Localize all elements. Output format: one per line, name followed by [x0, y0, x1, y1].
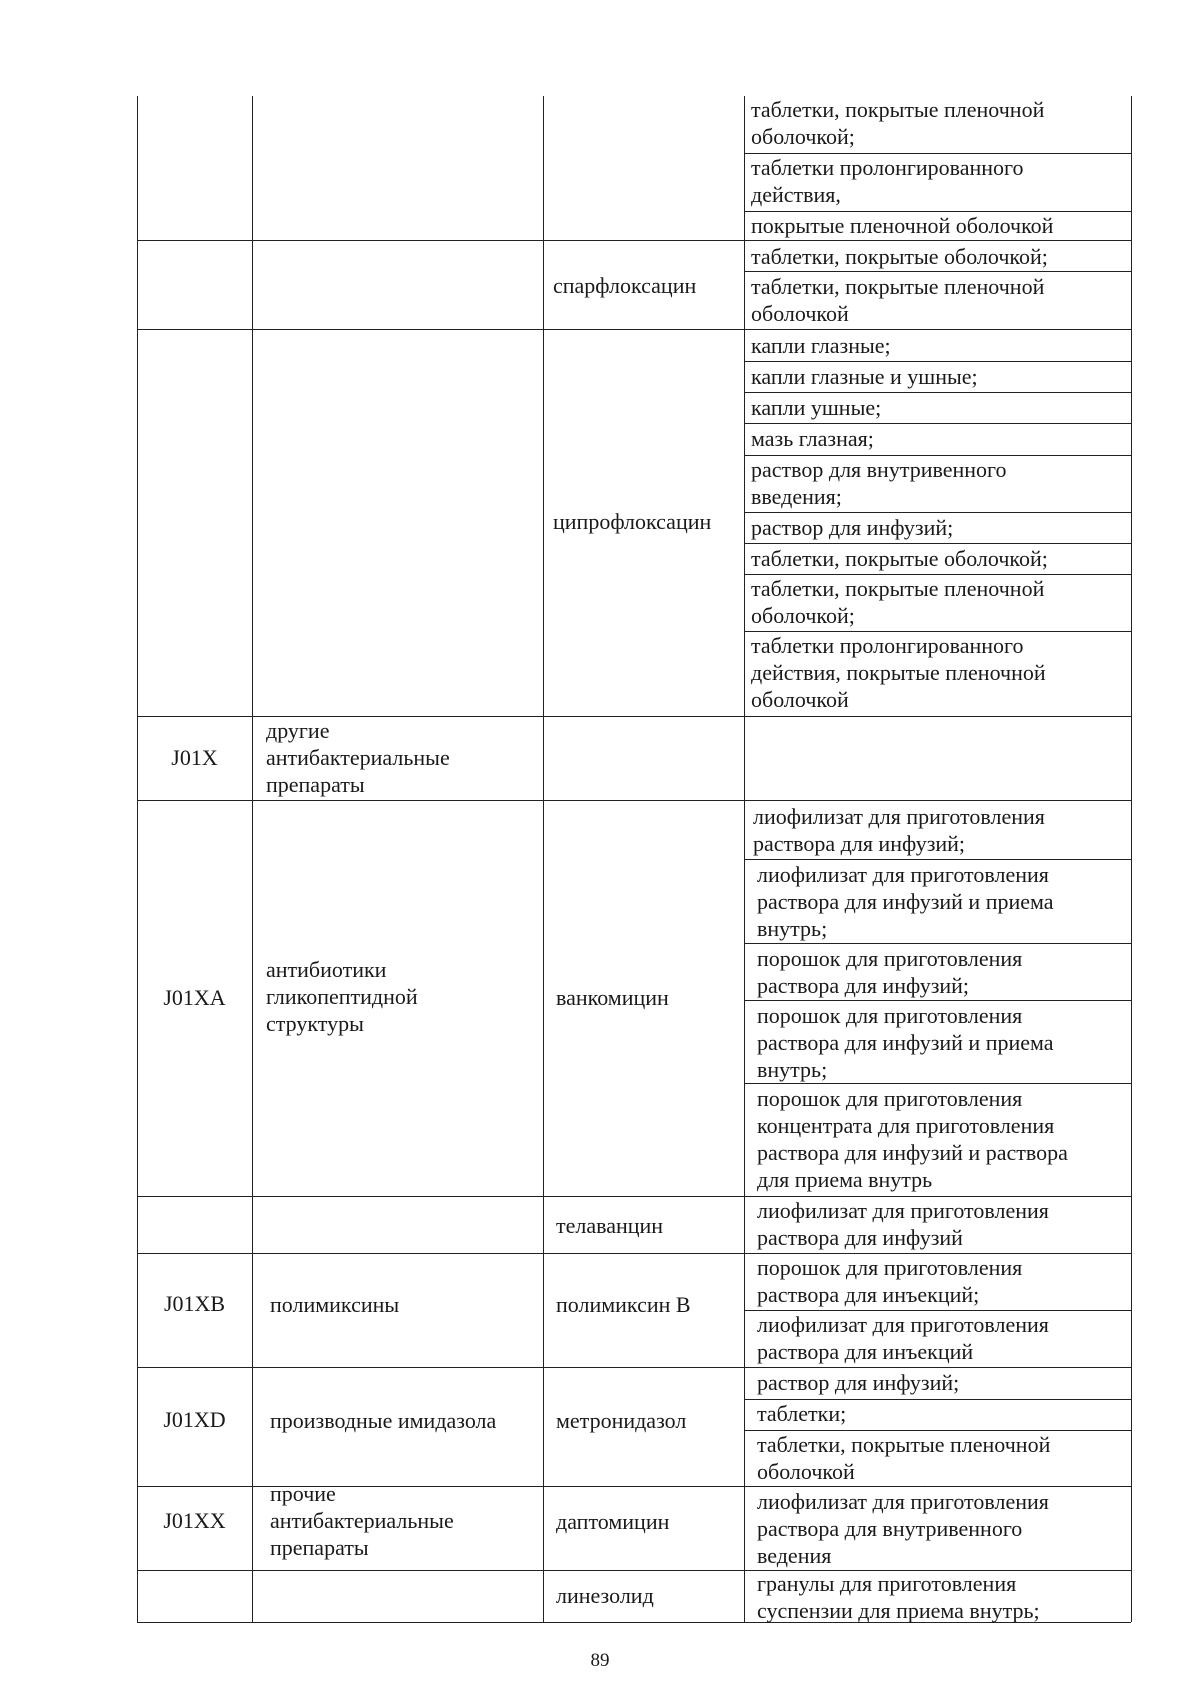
- form-text: капли глазные и ушные;: [751, 364, 978, 389]
- form-text: таблетки, покрытые пленочной оболочкой;: [751, 576, 1045, 628]
- form-border: [744, 859, 1131, 860]
- group-name: антибиотики гликопептидной структуры: [266, 957, 418, 1036]
- form-text: порошок для приготовления раствора для инфузий;: [757, 946, 1023, 998]
- form-text: мазь глазная;: [751, 426, 874, 451]
- group-name: другие антибактериальные препараты: [266, 718, 450, 797]
- column-border: [137, 96, 138, 1622]
- row-border: [137, 1367, 1131, 1368]
- atc-code: J01XX: [163, 1508, 226, 1533]
- form-text: порошок для приготовления раствора для инъекций;: [757, 1255, 1023, 1307]
- page-number: 89: [590, 1650, 610, 1671]
- form-border: [744, 361, 1131, 362]
- atc-code: J01XD: [163, 1407, 226, 1432]
- form-border: [744, 271, 1131, 272]
- column-border: [252, 96, 253, 1622]
- group-name: прочие антибактериальные препараты: [270, 1481, 454, 1560]
- form-border: [744, 543, 1131, 544]
- atc-code: J01X: [171, 745, 218, 770]
- form-border: [744, 943, 1131, 944]
- atc-code: J01XB: [163, 1291, 226, 1316]
- form-text: таблетки, покрытые оболочкой;: [751, 546, 1048, 571]
- column-border: [1131, 96, 1132, 1622]
- atc-code: J01XA: [163, 985, 226, 1010]
- drug-name: полимиксин В: [556, 1292, 691, 1317]
- form-text: таблетки, покрытые пленочной оболочкой: [751, 274, 1045, 326]
- form-text: гранулы для приготовления суспензии для приема внутрь;: [757, 1571, 1040, 1623]
- form-text: порошок для приготовления концентрата для приготовления раствора для инфузий и раствора для приема внутрь: [757, 1086, 1068, 1192]
- drug-name: метронидазол: [556, 1408, 687, 1433]
- form-text: таблетки пролонгированного действия, покрытые пленочной оболочкой: [751, 633, 1046, 712]
- form-border: [744, 1083, 1131, 1084]
- form-text: лиофилизат для приготовления раствора для инфузий и приема внутрь;: [757, 862, 1054, 941]
- form-text: раствор для инфузий;: [751, 515, 954, 540]
- drug-name: ванкомицин: [556, 985, 669, 1010]
- column-border: [543, 96, 544, 1622]
- form-text: таблетки, покрытые оболочкой;: [751, 244, 1048, 269]
- drug-name: спарфлоксацин: [553, 273, 697, 298]
- form-text: лиофилизат для приготовления раствора для внутривенного ведения: [757, 1489, 1049, 1568]
- form-text: капли глазные;: [751, 333, 891, 358]
- row-border: [137, 240, 1131, 241]
- form-text: лиофилизат для приготовления раствора для инфузий;: [753, 804, 1045, 856]
- form-border: [744, 512, 1131, 513]
- drug-name: ципрофлоксацин: [553, 509, 712, 534]
- row-border: [137, 800, 1131, 801]
- form-text: таблетки, покрытые пленочной оболочкой: [757, 1432, 1051, 1484]
- form-text: капли ушные;: [751, 395, 882, 420]
- group-name: производные имидазола: [270, 1408, 497, 1433]
- row-border: [137, 329, 1131, 330]
- drug-name: телаванцин: [556, 1213, 664, 1238]
- form-text: таблетки, покрытые пленочной оболочкой;: [751, 97, 1045, 149]
- drug-name: линезолид: [556, 1583, 654, 1608]
- form-text: порошок для приготовления раствора для инфузий и приема внутрь;: [757, 1003, 1054, 1082]
- group-name: полимиксины: [270, 1292, 400, 1317]
- form-text: лиофилизат для приготовления раствора для инфузий: [757, 1198, 1049, 1250]
- form-text: таблетки;: [757, 1401, 847, 1426]
- form-text: покрытые пленочной оболочкой: [751, 213, 1054, 238]
- form-text: раствор для инфузий;: [757, 1370, 960, 1395]
- form-text: таблетки пролонгированного действия,: [751, 155, 1024, 207]
- form-border: [744, 1000, 1131, 1001]
- form-border: [744, 423, 1131, 424]
- drug-name: даптомицин: [556, 1509, 670, 1534]
- form-text: лиофилизат для приготовления раствора для инъекций: [757, 1312, 1049, 1364]
- form-text: раствор для внутривенного введения;: [751, 457, 1007, 509]
- form-border: [744, 392, 1131, 393]
